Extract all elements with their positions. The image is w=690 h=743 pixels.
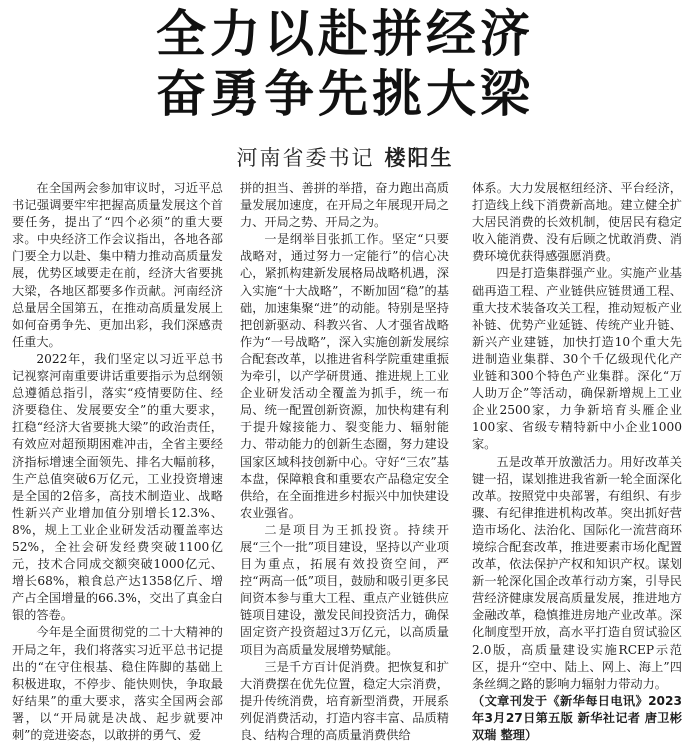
article-paragraph: 五是改革开放激活力。用好改革关键一招，谋划推进我省新一轮全面深化改革。按照党中央部署，有组织、有步骤、有纪律推进机构改革。突出抓好营造市场化、法治化、国际化一流营商环境综合配套改革，推进要素市场化配置改革，依法保护产权和知识产权。谋划新一轮深化国企改革行动方案，引导民营经济健康发展高质量发展，推进地方金融改革，稳慎推进房地产业改革。深化制度型开放，高水平打造自贸试验区2.0版，高质量建设实施RCEP示范区，提升“空中、陆上、网上、海上”四条丝绸之路的影响力辐射力带动力。: [472, 454, 682, 691]
byline-author-name: 楼阳生: [384, 146, 454, 170]
headline-line-2: 奋勇争先挑大梁: [156, 65, 534, 123]
headline-line-1: 全力以赴拼经济: [156, 5, 534, 63]
article-paragraph: 三是千方百计促消费。把恢复和扩大消费摆在优先位置，稳定大宗消费，提升传统消费，培育新型消费，开展系列促消费活动，打造内容丰富、品质精良、结构合理的高质量消费供给: [240, 659, 449, 742]
article-paragraph: 在全国两会参加审议时，习近平总书记强调要牢牢把握高质量发展这个首要任务，提出了“四个必须”的重大要求。中央经济工作会议指出，各地各部门要全力以赴、集中精力推动高质量发展，优势区域要走在前，经济大省要挑大梁，各地区都要多作贡献。河南经济总量居全国第五，在推动高质量发展上如何奋勇争先、更加出彩，我们深感责任重大。: [12, 181, 223, 349]
article-column-1: [12, 180, 223, 743]
article-column-3: [472, 180, 682, 743]
article-paragraph: 四是打造集群强产业。实施产业基础再造工程、产业链供应链贯通工程、重大技术装备攻关工程，推动短板产业补链、优势产业延链、传统产业升链、新兴产业建链，加快打造10个重大先进制造业集群、30个千亿级现代化产业链和300个特色产业集群。深化“万人助万企”等活动，确保新增规上工业企业2500家，力争新培育头雁企业100家、省级专精特新中小企业1000家。: [472, 266, 682, 452]
article-column-2: [240, 180, 449, 743]
article-paragraph: 拼的担当、善拼的举措，奋力跑出高质量发展加速度，在开局之年展现开局之力、开局之势、开局之为。: [240, 181, 449, 230]
article-paragraph: 二是项目为王抓投资。持续开展“三个一批”项目建设，坚持以产业项目为重点，拓展有效投资空间，严控“两高一低”项目，鼓励和吸引更多民间资本参与重大工程、重点产业链供应链项目建设，激发民间投资活力，确保固定资产投资超过3万亿元，以高质量项目为高质量发展增势赋能。: [240, 522, 449, 657]
article-source-note: （文章刊发于《新华每日电讯》2023年3月27日第五版 新华社记者 唐卫彬 双瑞 整理）: [472, 693, 682, 742]
article-paragraph: 体系。大力发展枢纽经济、平台经济，打造线上线下消费新高地。建立健全扩大居民消费的长效机制，使居民有稳定收入能消费、没有后顾之忧敢消费、消费环境优获得感强愿消费。: [472, 181, 682, 264]
article-paragraph: 一是纲举目张抓工作。坚定“只要战略对，通过努力一定能行”的信心决心，紧抓构建新发展格局战略机遇，深入实施“十大战略”，不断加固“稳”的基础，加速集聚“进”的动能。特别是坚持把创新驱动、科教兴省、人才强省战略作为“一号战略”，深入实施创新发展综合配套改革，以推进省科学院重建重振为牵引，以产学研贯通、推进规上工业企业研发活动全覆盖为抓手，统一布局、统一配置创新资源，加快构建有利于提升嫁接能力、裂变能力、辐射能力、带动能力的创新生态圈，努力建设国家区域科技创新中心。守好“三农”基本盘，保障粮食和重要农产品稳定安全供给，在全面推进乡村振兴中加快建设农业强省。: [240, 232, 449, 520]
byline: [0, 142, 690, 172]
byline-title: 河南省委书记: [236, 146, 375, 170]
article-paragraph: 2022年，我们坚定以习近平总书记视察河南重要讲话重要指示为总纲领总遵循总指引，落实“疫情要防住、经济要稳住、发展要安全”的重大要求，扛稳“经济大省要挑大梁”的政治责任，有效应对超预期困难冲击，全省主要经济指标增速全面领先、排名大幅前移，生产总值突破6万亿元，工业投资增速是全国的2倍多，高技术制造业、战略性新兴产业增加值分别增长12.3%、8%，规上工业企业研发活动覆盖率达52%，全社会研发经费突破1100亿元，技术合同成交额突破1000亿元、增长68%，粮食总产达1358亿斤、增产占全国增量的66.3%，交出了真金白银的答卷。: [12, 351, 223, 623]
article-paragraph: 今年是全面贯彻党的二十大精神的开局之年，我们将落实习近平总书记提出的“在守住根基、稳住阵脚的基础上积极进取，不停步、能快则快，争取最好结果”的重大要求，落实全国两会部署，以“开局就是决战、起步就要冲刺”的竞进姿态，以敢拼的勇气、爱: [12, 625, 223, 742]
